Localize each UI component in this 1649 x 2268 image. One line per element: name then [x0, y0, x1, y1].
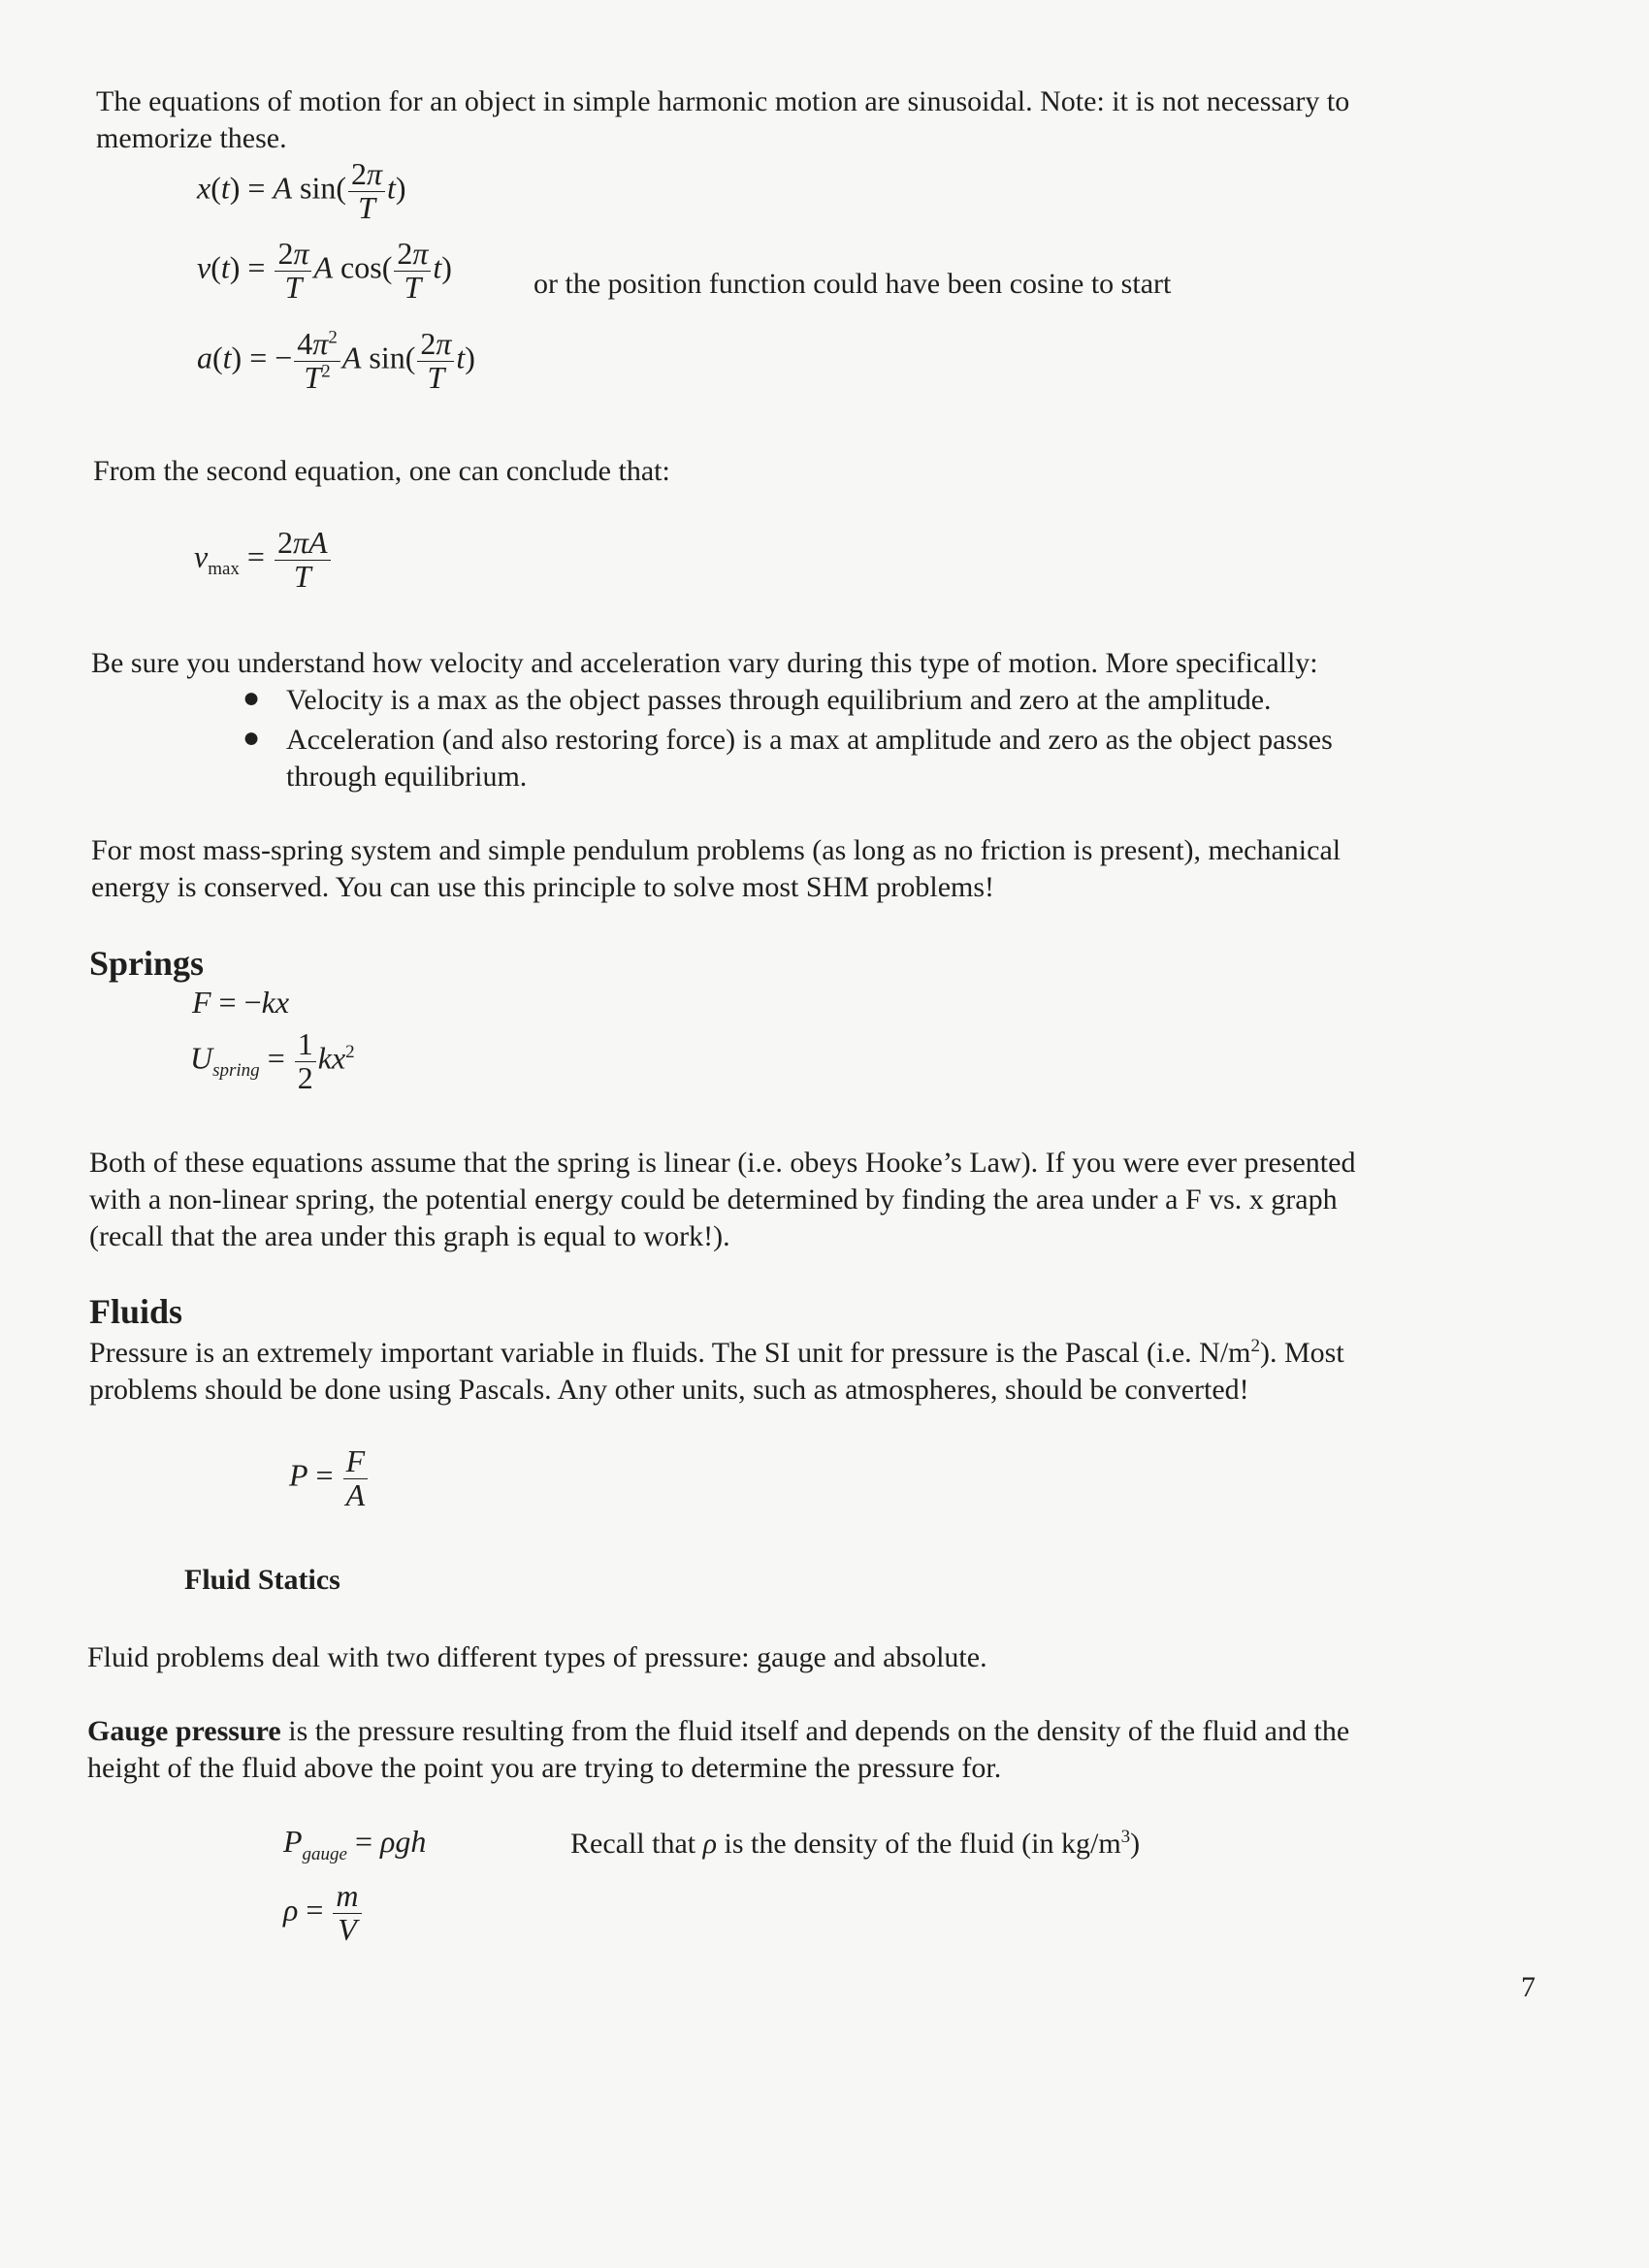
gauge-line-2: height of the fluid above the point you are trying to determine the pressure for. — [87, 1752, 1002, 1784]
gauge-line-1: Gauge pressure is the pressure resulting from the fluid itself and depends on the density of the fluid and the — [87, 1715, 1350, 1747]
acceleration-equation: a(t) = − $\frac{4\pi^2}{T^2}$ A sin( $\frac{2\pi}{T}$ t) — [197, 326, 475, 395]
fluids-heading: Fluids — [89, 1292, 183, 1331]
pressure-equation: P = $\frac{F}{A}$ — [289, 1445, 370, 1511]
velocity-intro: Be sure you understand how velocity and acceleration vary during this type of motion. More specifically: — [91, 647, 1318, 679]
conclude-text: From the second equation, one can conclude that: — [93, 455, 670, 487]
density-equation: ρ = $\frac{m}{V}$ — [283, 1880, 364, 1946]
gauge-pressure-equation: $P_{gauge} = \rho gh$ — [283, 1824, 427, 1864]
energy-line-1: For most mass-spring system and simple pendulum problems (as long as no friction is present), mechanical — [91, 834, 1342, 866]
position-equation: x(t) = A sin( $\frac{2\pi}{T}$ t) — [197, 156, 406, 225]
springs-para-1: Both of these equations assume that the spring is linear (i.e. obeys Hooke’s Law). If you were ever presented — [89, 1147, 1356, 1179]
springs-para-2: with a non-linear spring, the potential energy could be determined by finding the area under a F vs. x graph — [89, 1183, 1338, 1215]
bullet-dot-2: ● — [242, 722, 261, 754]
bullet-2-text: Acceleration (and also restoring force) is a max at amplitude and zero as the object passes — [286, 724, 1333, 756]
springs-heading: Springs — [89, 944, 205, 983]
bullet-2-text-cont: through equilibrium. — [286, 761, 528, 793]
bullet-dot-1: ● — [242, 682, 261, 714]
pressure-types-text: Fluid problems deal with two different types of pressure: gauge and absolute. — [87, 1641, 987, 1673]
intro-line-1: The equations of motion for an object in simple harmonic motion are sinusoidal. Note: it is not necessary to — [96, 85, 1350, 117]
springs-para-3: (recall that the area under this graph is equal to work!). — [89, 1220, 730, 1252]
intro-line-2: memorize these. — [96, 122, 287, 154]
fluid-statics-heading: Fluid Statics — [184, 1564, 340, 1596]
fluids-line-2: problems should be done using Pascals. Any other units, such as atmospheres, should be converted! — [89, 1374, 1249, 1406]
fluids-line-1: Pressure is an extremely important variable in fluids. The SI unit for pressure is the Pascal (i.e. $N/m^2$). Most — [89, 1336, 1344, 1369]
energy-line-2: energy is conserved. You can use this principle to solve most SHM problems! — [91, 871, 995, 903]
page-number: 7 — [1521, 1971, 1536, 2003]
vmax-equation: $v_{max}$ = $\frac{2\pi A}{T}$ — [194, 527, 333, 593]
position-cosine-note: or the position function could have been cosine to start — [534, 268, 1172, 300]
spring-energy-equation: $U_{spring}$ = $\frac{1}{2}$ $kx^2$ — [190, 1026, 355, 1095]
density-recall: Recall that ρ is the density of the fluid (in $kg/m^3$) — [570, 1827, 1141, 1860]
velocity-equation: v(t) = $\frac{2\pi}{T}$ A cos( $\frac{2\pi}{T}$ t) — [197, 236, 452, 305]
hookes-law-equation: F = −kx — [192, 985, 290, 1020]
bullet-1-text: Velocity is a max as the object passes through equilibrium and zero at the amplitude. — [286, 684, 1272, 716]
